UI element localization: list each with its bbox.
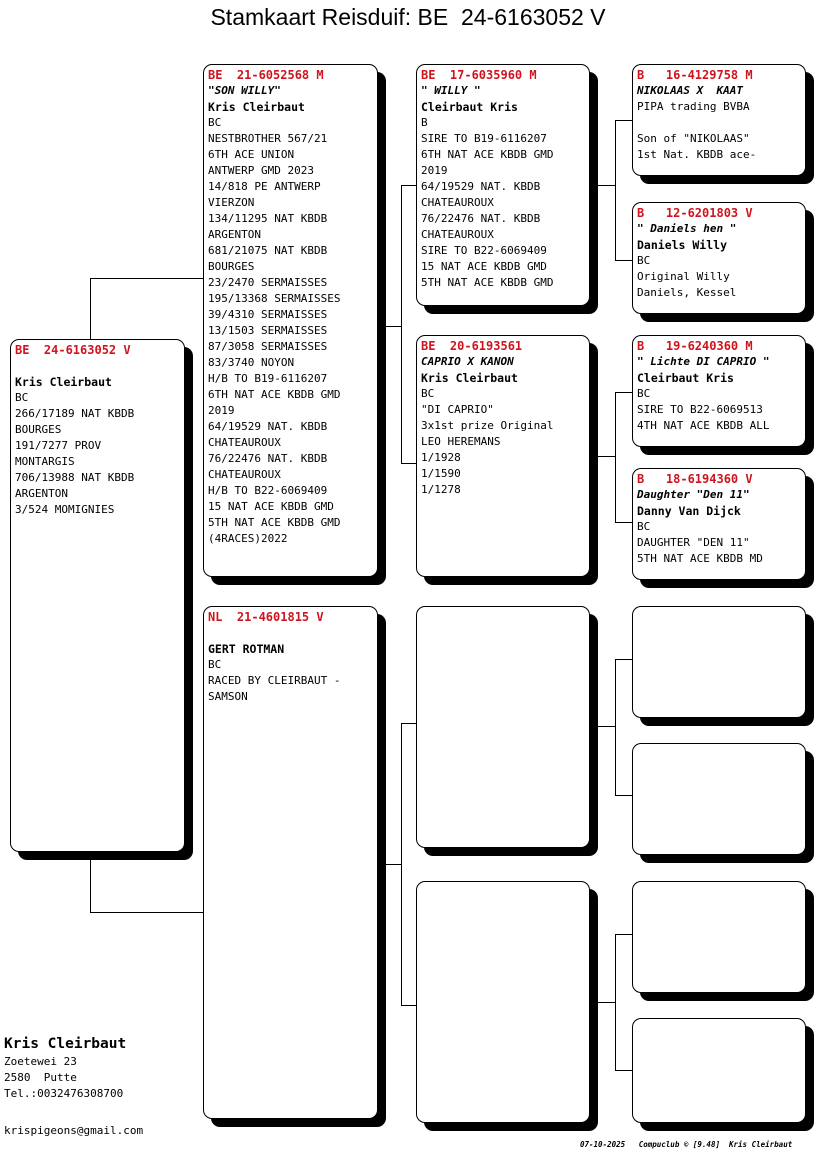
card-line: 76/22476 NAT. KBDB	[421, 212, 541, 225]
dam-card[interactable]	[203, 606, 378, 1119]
card-line: 76/22476 NAT. KBDB	[208, 452, 328, 465]
connector-line	[377, 326, 401, 327]
breeder-phone: Tel.:0032476308700	[4, 1087, 124, 1100]
great-grandparent-card[interactable]	[632, 335, 806, 447]
card-line: 87/3058 SERMAISSES	[208, 340, 328, 353]
connector-line	[590, 456, 615, 457]
ring-number: BE 17-6035960 M	[421, 68, 537, 82]
card-line: CHATEAUROUX	[421, 228, 494, 241]
card-line: H/B TO B22-6069409	[208, 484, 328, 497]
card-line: 134/11295 NAT KBDB	[208, 212, 328, 225]
subject-pigeon-card[interactable]	[10, 339, 185, 852]
card-line: 6TH ACE UNION	[208, 148, 295, 161]
card-line: VIERZON	[208, 196, 255, 209]
connector-line	[401, 723, 402, 1005]
card-line: SIRE TO B22-6069409	[421, 244, 547, 257]
card-line: SIRE TO B22-6069513	[637, 403, 763, 416]
pigeon-name: " Lichte DI CAPRIO "	[637, 355, 770, 368]
card-line: 2019	[421, 164, 448, 177]
connector-line	[615, 120, 633, 121]
card-line: Son of "NIKOLAAS"	[637, 132, 750, 145]
pigeon-name: NIKOLAAS X KAAT	[637, 84, 743, 97]
empty-grandparent-card[interactable]	[416, 881, 590, 1123]
connector-line	[90, 858, 91, 912]
connector-line	[615, 659, 633, 660]
card-line: 64/19529 NAT. KBDB	[208, 420, 328, 433]
card-line: 706/13988 NAT KBDB	[15, 471, 135, 484]
connector-line	[615, 659, 616, 795]
pigeon-name: Daughter "Den 11"	[637, 488, 750, 501]
card-lines	[637, 386, 801, 434]
card-lines	[208, 625, 373, 705]
breeder-name: Kris Cleirbaut	[4, 1036, 127, 1052]
owner-name: Kris Cleirbaut	[208, 100, 305, 114]
empty-great-grandparent-card[interactable]	[632, 1018, 806, 1123]
card-line	[208, 625, 373, 641]
card-line	[637, 115, 801, 131]
card-lines	[637, 253, 801, 301]
connector-line	[401, 185, 417, 186]
breeder-street: Zoetewei 23	[4, 1055, 77, 1068]
breeder-city: 2580 Putte	[4, 1071, 77, 1084]
connector-line	[615, 934, 616, 1070]
card-line: 3/524 MOMIGNIES	[15, 503, 115, 516]
card-lines	[421, 115, 585, 291]
card-line: ANTWERP GMD 2023	[208, 164, 314, 177]
card-line: B	[421, 116, 428, 129]
connector-line	[90, 278, 91, 339]
sire-card[interactable]	[203, 64, 378, 577]
connector-line	[615, 260, 633, 261]
great-grandparent-card[interactable]	[632, 64, 806, 176]
card-line: 1/1278	[421, 483, 461, 496]
card-line: 23/2470 SERMAISSES	[208, 276, 328, 289]
owner-name: Cleirbaut Kris	[421, 100, 518, 114]
card-line: 83/3740 NOYON	[208, 356, 295, 369]
card-line: 266/17189 NAT KBDB	[15, 407, 135, 420]
card-line: GERT ROTMAN	[208, 642, 285, 656]
connector-line	[615, 795, 633, 796]
card-line: 191/7277 PROV	[15, 439, 102, 452]
connector-line	[590, 726, 615, 727]
card-line: NESTBROTHER 567/21	[208, 132, 328, 145]
card-line: 6TH NAT ACE KBDB GMD	[421, 148, 554, 161]
card-line: H/B TO B19-6116207	[208, 372, 328, 385]
card-line: "DI CAPRIO"	[421, 403, 494, 416]
ring-number: BE 21-6052568 M	[208, 68, 324, 82]
granddam-card[interactable]	[416, 335, 590, 577]
connector-line	[401, 463, 417, 464]
ring-number: B 18-6194360 V	[637, 472, 753, 486]
card-line: 4TH NAT ACE KBDB ALL	[637, 419, 770, 432]
connector-line	[590, 1002, 615, 1003]
card-line: BC	[208, 116, 222, 129]
card-lines	[208, 115, 373, 547]
card-line: Original Willy	[637, 270, 730, 283]
card-line: Kris Cleirbaut	[15, 375, 112, 389]
connector-line	[615, 522, 633, 523]
card-line: 15 NAT ACE KBDB GMD	[421, 260, 547, 273]
connector-line	[615, 934, 633, 935]
empty-great-grandparent-card[interactable]	[632, 606, 806, 718]
card-line: 64/19529 NAT. KBDB	[421, 180, 541, 193]
breeder-info	[4, 1034, 126, 1102]
empty-grandparent-card[interactable]	[416, 606, 590, 848]
card-line: 5TH NAT ACE KBDB MD	[637, 552, 763, 565]
card-line: 3x1st prize Original	[421, 419, 554, 432]
card-line: RACED BY CLEIRBAUT -	[208, 674, 341, 687]
connector-line	[401, 723, 417, 724]
card-lines	[421, 386, 585, 498]
card-line: 15 NAT ACE KBDB GMD	[208, 500, 334, 513]
card-lines	[637, 519, 801, 567]
ring-number: BE 24-6163052 V	[15, 343, 131, 357]
card-line: 1st Nat. KBDB ace-	[637, 148, 757, 161]
card-line: BC	[637, 520, 651, 533]
connector-line	[401, 185, 402, 463]
card-line	[15, 358, 180, 374]
card-line: 6TH NAT ACE KBDB GMD	[208, 388, 341, 401]
card-line: 39/4310 SERMAISSES	[208, 308, 328, 321]
owner-name: Cleirbaut Kris	[637, 371, 734, 385]
pigeon-name: " WILLY "	[421, 84, 481, 97]
connector-line	[615, 120, 616, 260]
connector-line	[615, 392, 616, 522]
connector-line	[90, 278, 204, 279]
card-line: 2019	[208, 404, 235, 417]
grandsire-card[interactable]	[416, 64, 590, 306]
card-lines	[637, 115, 801, 163]
card-line: BC	[208, 658, 222, 671]
card-line: BOURGES	[208, 260, 255, 273]
ring-number: B 16-4129758 M	[637, 68, 753, 82]
card-line: SIRE TO B19-6116207	[421, 132, 547, 145]
card-line: BC	[421, 387, 435, 400]
card-line: BOURGES	[15, 423, 62, 436]
connector-line	[615, 392, 633, 393]
ring-number: BE 20-6193561	[421, 339, 523, 353]
card-line: ARGENTON	[208, 228, 261, 241]
card-line: 1/1590	[421, 467, 461, 480]
pigeon-name: CAPRIO X KANON	[421, 355, 514, 368]
connector-line	[590, 185, 615, 186]
connector-line	[401, 1005, 417, 1006]
ring-number: B 19-6240360 M	[637, 339, 753, 353]
card-line: CHATEAUROUX	[208, 436, 281, 449]
card-line: BC	[637, 254, 651, 267]
owner-name: Kris Cleirbaut	[421, 371, 518, 385]
empty-great-grandparent-card[interactable]	[632, 881, 806, 993]
connector-line	[377, 864, 401, 865]
card-line: (4RACES)2022	[208, 532, 288, 545]
card-line: DAUGHTER "DEN 11"	[637, 536, 750, 549]
great-grandparent-card[interactable]	[632, 468, 806, 580]
card-line: CHATEAUROUX	[421, 196, 494, 209]
page-title: Stamkaart Reisduif: BE 24-6163052 V	[210, 4, 606, 30]
card-line: MONTARGIS	[15, 455, 75, 468]
card-line: 681/21075 NAT KBDB	[208, 244, 328, 257]
card-line: ARGENTON	[15, 487, 68, 500]
card-line: 13/1503 SERMAISSES	[208, 324, 328, 337]
card-line: SAMSON	[208, 690, 248, 703]
empty-great-grandparent-card[interactable]	[632, 743, 806, 855]
card-line: 195/13368 SERMAISSES	[208, 292, 341, 305]
card-line: LEO HEREMANS	[421, 435, 501, 448]
breeder-email-link[interactable]: krispigeons@gmail.com	[4, 1124, 144, 1137]
card-line: BC	[15, 391, 29, 404]
card-line: 14/818 PE ANTWERP	[208, 180, 321, 193]
owner-name: PIPA trading BVBA	[637, 100, 750, 113]
card-line: Daniels, Kessel	[637, 286, 737, 299]
pigeon-name: "SON WILLY"	[208, 84, 281, 97]
card-line: 5TH NAT ACE KBDB GMD	[421, 276, 554, 289]
great-grandparent-card[interactable]	[632, 202, 806, 314]
owner-name: Danny Van Dijck	[637, 504, 741, 518]
connector-line	[615, 1070, 633, 1071]
pigeon-name: " Daniels hen "	[637, 222, 737, 235]
card-line: 1/1928	[421, 451, 461, 464]
ring-number: B 12-6201803 V	[637, 206, 753, 220]
card-line: CHATEAUROUX	[208, 468, 281, 481]
connector-line	[90, 912, 204, 913]
card-lines	[15, 358, 180, 518]
owner-name: Daniels Willy	[637, 238, 728, 252]
card-line: BC	[637, 387, 651, 400]
footer-credit: 07-10-2025 Compuclub © [9.48] Kris Cleirbaut	[580, 1140, 793, 1149]
card-line: 5TH NAT ACE KBDB GMD	[208, 516, 341, 529]
ring-number: NL 21-4601815 V	[208, 610, 324, 624]
